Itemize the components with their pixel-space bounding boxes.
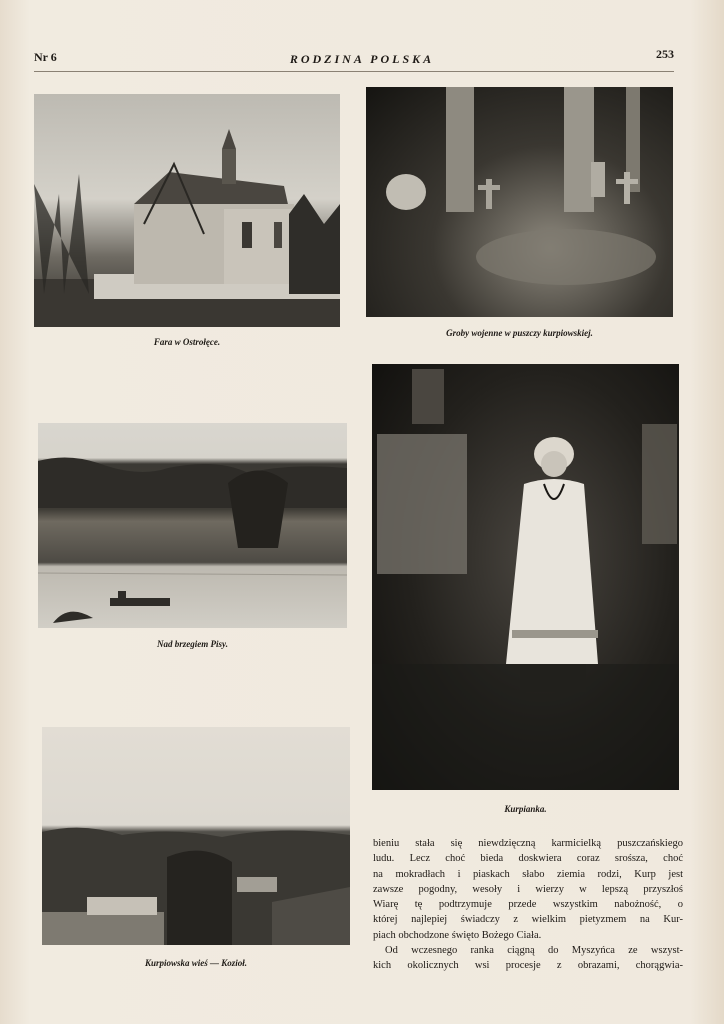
article-line: zawsze pogodny, wesoły i wierzy w lepszą przyszłoś xyxy=(373,883,683,895)
header-rule xyxy=(34,71,674,72)
article-line: Od wczesnego ranka ciągną do Myszyńca ze wszyst- xyxy=(385,945,683,957)
caption-river: Nad brzegiem Pisy. xyxy=(157,639,228,649)
magazine-title: RODZINA POLSKA xyxy=(289,52,435,66)
article-line: piach obchodzone święto Bożego Ciała. xyxy=(373,929,542,941)
caption-kurpianka: Kurpianka. xyxy=(504,804,547,814)
photo-village xyxy=(42,727,350,945)
article-line: na mokradłach i piaskach słabo ziemia rodzi, Kurp jest xyxy=(373,868,683,880)
article-line: Wiarę tę podtrzymuje przede wszystkim nabożność, o xyxy=(373,899,683,911)
caption-war-graves: Groby wojenne w puszczy kurpiowskiej. xyxy=(446,328,593,338)
photo-kurpianka xyxy=(372,364,679,790)
page-number: 253 xyxy=(656,47,674,61)
caption-church: Fara w Ostrołęce. xyxy=(153,337,221,347)
river-illustration xyxy=(38,423,347,628)
church-illustration xyxy=(34,94,340,327)
article-line: bieniu stała się niewdzięczną karmicielką puszczańskiego xyxy=(373,838,683,849)
article-text xyxy=(373,836,683,974)
kurpianka-illustration xyxy=(372,364,679,790)
caption-village: Kurpiowska wieś — Kozioł. xyxy=(144,958,248,968)
issue-number: Nr 6 xyxy=(34,50,57,64)
photo-river xyxy=(38,423,347,628)
article-line: kich okolicznych wsi procesje z obrazami, chorągwia- xyxy=(373,960,683,972)
article-line: której najlepiej świadczy z wielkim pietyzmem na Kur- xyxy=(373,914,683,926)
photo-war-graves xyxy=(366,87,673,317)
village-illustration xyxy=(42,727,350,945)
article-line: ludu. Lecz choć bieda doskwiera coraz srośsza, choć xyxy=(373,853,683,865)
graves-illustration xyxy=(366,87,673,317)
photo-church xyxy=(34,94,340,327)
